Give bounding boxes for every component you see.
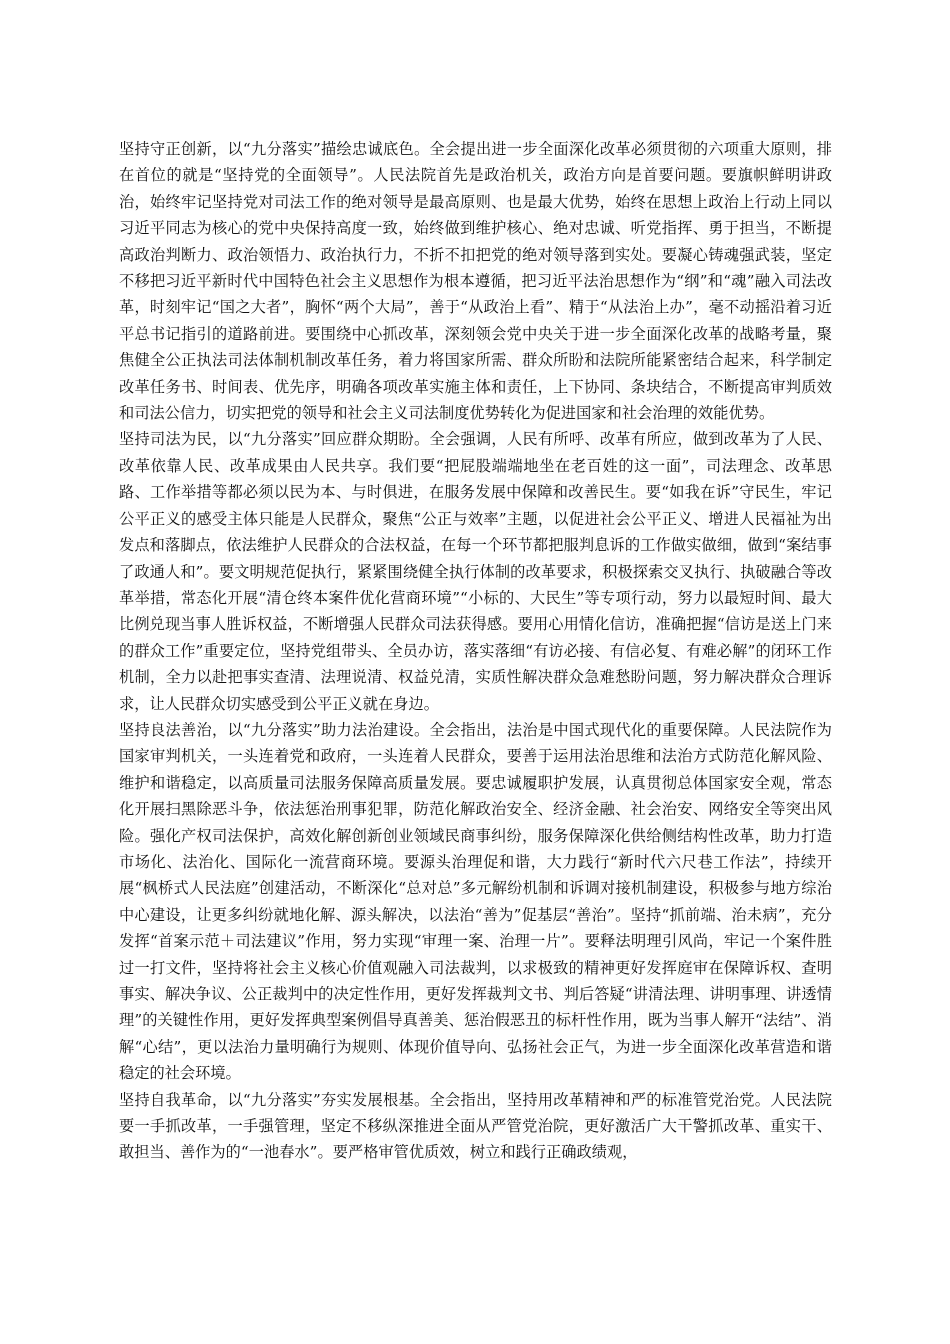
paragraph-loyalty: 坚持守正创新，以“九分落实”描绘忠诚底色。全会提出进一步全面深化改革必须贯彻的六项重大原则，排在首位的就是“坚持党的全面领导”。人民法院首先是政治机关，政治方向是首要问题。要旗帜鲜明讲政治，始终牢记坚持党对司法工作的绝对领导是最高原则、也是最大优势，始终在思想上政治上行动上同以习近平同志为核心的党中央保持高度一致，始终做到维护核心、绝对忠诚、听党指挥、勇于担当，不断提高政治判断力、政治领悟力、政治执行力，不折不扣把党的绝对领导落到实处。要凝心铸魂强武装，坚定不移把习近平新时代中国特色社会主义思想作为根本遵循，把习近平法治思想作为“纲”和“魂”融入司法改革，时刻牢记“国之大者”，胸怀“两个大局”，善于“从政治上看”、精于“从法治上办”，毫不动摇沿着习近平总书记指引的道路前进。要围绕中心抓改革，深刻领会党中央关于进一步全面深化改革的战略考量，聚焦健全公正执法司法体制机制改革任务，着力将国家所需、群众所盼和法院所能紧密结合起来，科学制定改革任务书、时间表、优先序，明确各项改革实施主体和责任，上下协同、条块结合，不断提高审判质效和司法公信力，切实把党的领导和社会主义司法制度优势转化为促进国家和社会治理的效能优势。: [119, 140, 832, 423]
paragraph-self-reform: 坚持自我革命，以“九分落实”夯实发展根基。全会指出，坚持用改革精神和严的标准管党治党。人民法院要一手抓改革，一手强管理，坚定不移纵深推进全面从严管党治院，更好激活广大干警抓改革、重实干、敢担当、善作为的“一池春水”。要严格审管优质效，树立和践行正确政绩观，: [119, 1090, 832, 1162]
paragraph-rule-of-law: 坚持良法善治，以“九分落实”助力法治建设。全会指出，法治是中国式现代化的重要保障。人民法院作为国家审判机关，一头连着党和政府，一头连着人民群众，要善于运用法治思维和法治方式防范化解风险、维护和谐稳定，以高质量司法服务保障高质量发展。要忠诚履职护发展，认真贯彻总体国家安全观，常态化开展扫黑除恶斗争，依法惩治刑事犯罪，防范化解政治安全、经济金融、社会治安、网络安全等突出风险。强化产权司法保护，高效化解创新创业领域民商事纠纷，服务保障深化供给侧结构性改革，助力打造市场化、法治化、国际化一流营商环境。要源头治理促和谐，大力践行“新时代六尺巷工作法”，持续开展“枫桥式人民法庭”创建活动，不断深化“总对总”多元解纷机制和诉调对接机制建设，积极参与地方综治中心建设，让更多纠纷就地化解、源头解决，以法治“善为”促基层“善治”。坚持“抓前端、治未病”，充分发挥“首案示范＋司法建议”作用，努力实现“审理一案、治理一片”。要释法明理引风尚，牢记一个案件胜过一打文件，坚持将社会主义核心价值观融入司法裁判，以求极致的精神更好发挥庭审在保障诉权、查明事实、解决争议、公正裁判中的决定性作用，更好发挥裁判文书、判后答疑“讲清法理、讲明事理、讲透情理”的关键性作用，更好发挥典型案例倡导真善美、惩治假恶丑的标杆性作用，既为当事人解开“法结”、消解“心结”，更以法治力量明确行为规则、体现价值导向、弘扬社会正气，为进一步全面深化改革营造和谐稳定的社会环境。: [119, 720, 832, 1083]
paragraph-serving-people: 坚持司法为民，以“九分落实”回应群众期盼。全会强调，人民有所呼、改革有所应，做到改革为了人民、改革依靠人民、改革成果由人民共享。我们要“把屁股端端地坐在老百姓的这一面”，司法理念、改革思路、工作举措等都必须以民为本、与时俱进，在服务发展中保障和改善民生。要“如我在诉”守民生，牢记公平正义的感受主体只能是人民群众，聚焦“公正与效率”主题，以促进社会公平正义、增进人民福祉为出发点和落脚点，依法维护人民群众的合法权益，在每一个环节都把服判息诉的工作做实做细，做到“案结事了政通人和”。要文明规范促执行，紧紧围绕健全执行体制的改革要求，积极探索交叉执行、执破融合等改革举措，常态化开展“清仓终本案件优化营商环境”“小标的、大民生”等专项行动，努力以最短时间、最大比例兑现当事人胜诉权益，不断增强人民群众司法获得感。要用心用情化信访，准确把握“信访是送上门来的群众工作”重要定位，坚持党组带头、全员办访，落实落细“有访必接、有信必复、有难必解”的闭环工作机制，全力以赴把事实查清、法理说清、权益兑清，实质性解决群众急难愁盼问题，努力解决群众合理诉求，让人民群众切实感受到公平正义就在身边。: [119, 430, 832, 713]
document-body: [119, 136, 832, 1166]
